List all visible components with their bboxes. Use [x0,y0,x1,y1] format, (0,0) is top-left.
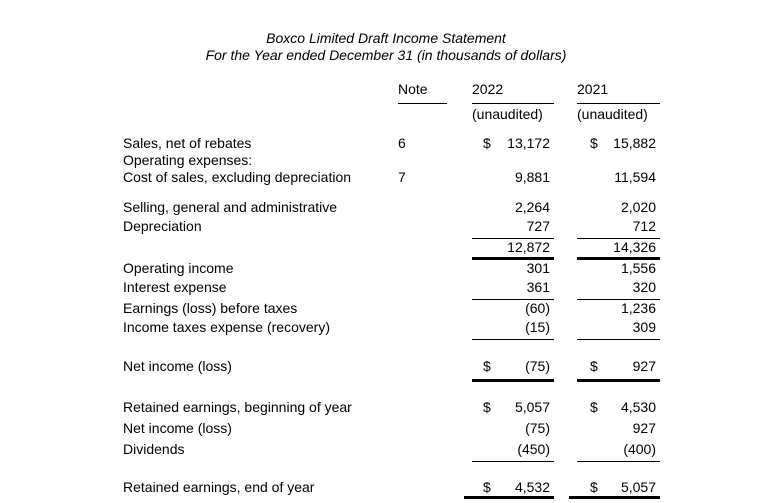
amount-2021: 15,882 [613,135,656,151]
amount-2021: 11,594 [614,169,656,185]
subtotal-rule [577,339,660,340]
amount-2021: 14,326 [613,239,656,255]
year-2021-header: 2021 [577,81,609,97]
dollar-sign-2021: $ [590,479,598,495]
statement-subtitle: For the Year ended December 31 (in thousands of dollars) [205,47,567,63]
amount-2022: 9,881 [514,169,550,185]
header-rule [472,103,554,104]
subtotal-rule [472,461,554,462]
amount-2022: 5,057 [514,399,550,415]
line-label: Earnings (loss) before taxes [123,300,298,316]
amount-2021: 1,556 [620,260,656,276]
amount-2021: 927 [632,358,656,374]
amount-2021: 309 [632,319,656,335]
dollar-sign-2021: $ [590,399,598,415]
line-label: Income taxes expense (recovery) [123,319,330,335]
line-label: Interest expense [123,279,227,295]
amount-2022: 301 [526,260,550,276]
amount-2021: 4,530 [620,399,656,415]
dollar-sign-2021: $ [590,135,598,151]
amount-2022: (60) [525,300,550,316]
line-label: Dividends [123,441,185,457]
dollar-sign-2022: $ [483,358,491,374]
header-rule [398,103,447,104]
dollar-sign-2022: $ [483,135,491,151]
total-rule [472,379,554,382]
dollar-sign-2022: $ [483,399,491,415]
subtotal-rule [472,238,554,239]
subtotal-rule [472,299,554,300]
subtotal-rule [472,339,554,340]
line-label: Net income (loss) [123,358,232,374]
year-2022-header: 2022 [472,81,504,97]
unaudited-2022: (unaudited) [472,106,543,122]
amount-2021: (400) [623,441,656,457]
subtotal-rule [577,299,660,300]
total-rule [464,496,554,499]
subtotal-rule [577,238,660,239]
statement-title: Boxco Limited Draft Income Statement [266,30,506,46]
total-rule [569,496,660,499]
note-ref: 6 [398,135,406,151]
line-label: Retained earnings, beginning of year [123,399,352,415]
line-label: Cost of sales, excluding depreciation [123,169,352,185]
amount-2021: 712 [632,218,656,234]
unaudited-2021: (unaudited) [577,106,648,122]
line-label: Selling, general and administrative [123,199,338,215]
total-rule [577,257,660,260]
line-label: Operating income [123,260,234,276]
header-rule [577,103,660,104]
amount-2022: (75) [525,420,550,436]
subtotal-rule [577,461,660,462]
amount-2022: 727 [526,218,550,234]
line-label: Retained earnings, end of year [123,479,315,495]
amount-2022: 13,172 [507,135,550,151]
amount-2022: (450) [517,441,550,457]
total-rule [577,379,660,382]
line-label: Net income (loss) [123,420,232,436]
amount-2022: 4,532 [514,479,550,495]
amount-2021: 320 [632,279,656,295]
dollar-sign-2021: $ [590,358,598,374]
amount-2022: 361 [526,279,550,295]
amount-2021: 5,057 [620,479,656,495]
line-label: Operating expenses: [123,152,253,168]
amount-2022: (15) [525,319,550,335]
amount-2022: (75) [525,358,550,374]
note-header: Note [398,81,428,97]
dollar-sign-2022: $ [483,479,491,495]
line-label: Sales, net of rebates [123,135,252,151]
amount-2022: 2,264 [514,199,550,215]
amount-2021: 927 [632,420,656,436]
amount-2021: 1,236 [620,300,656,316]
note-ref: 7 [398,169,406,185]
amount-2021: 2,020 [620,199,656,215]
amount-2022: 12,872 [507,239,550,255]
total-rule [472,257,554,260]
line-label: Depreciation [123,218,202,234]
